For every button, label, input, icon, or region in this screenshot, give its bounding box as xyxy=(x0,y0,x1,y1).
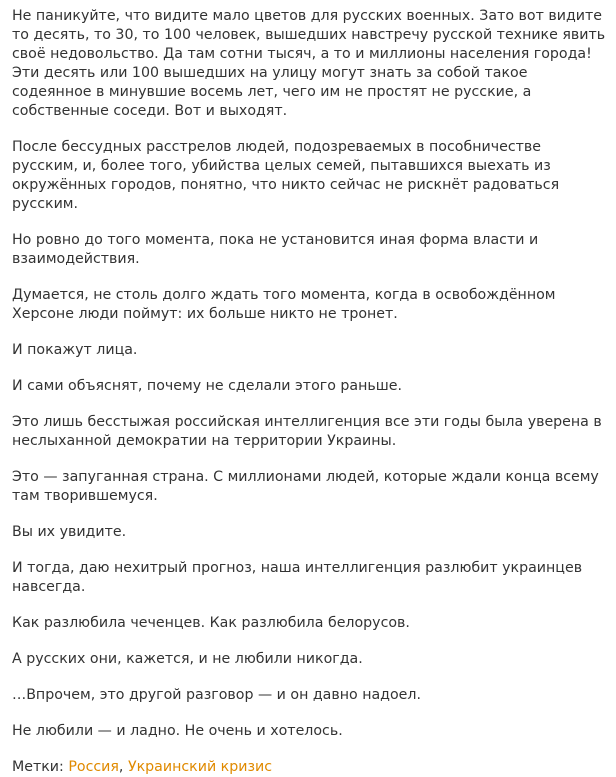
paragraph-8: Это — запуганная страна. С миллионами людей, которые ждали конца всему там творившемуся. xyxy=(12,469,599,504)
paragraph-9: Вы их увидите. xyxy=(12,524,127,540)
paragraph-1: Не паникуйте, что видите мало цветов для русских военных. Зато вот видите то десять, то 30, то 100 человек, вышедших навстречу русской технике явить своё недовольство. Да там сотни тысяч, а то и миллионы населения города! Эти десять или 100 вышедших на улицу могут знать за собой такое содеянное в минувшие восемь лет, чего им не простят не русские, а собственные соседи. Вот и выходят. xyxy=(12,8,606,119)
paragraph-3: Но ровно до того момента, пока не установится иная форма власти и взаимодействия. xyxy=(12,232,539,267)
paragraph-5: И покажут лица. xyxy=(12,342,138,358)
paragraph-10: И тогда, даю нехитрый прогноз, наша интеллигенция разлюбит украинцев навсегда. xyxy=(12,560,583,595)
paragraph-7: Это лишь бесстыжая российская интеллигенция все эти годы была уверена в неслыханной демократии на территории Украины. xyxy=(12,414,602,449)
paragraph-13: …Впрочем, это другой разговор — и он давно надоел. xyxy=(12,687,421,703)
paragraph-14: Не любили — и ладно. Не очень и хотелось. xyxy=(12,723,343,739)
article-body xyxy=(12,7,608,777)
paragraph-12: А русских они, кажется, и не любили никогда. xyxy=(12,651,363,667)
paragraph-2: После бессудных расстрелов людей, подозреваемых в пособничестве русским, и, более того, убийства целых семей, пытавшихся выехать из окружённых городов, понятно, что никто сейчас не рискнёт радоваться русским. xyxy=(12,139,560,212)
paragraph-6: И сами объяснят, почему не сделали этого раньше. xyxy=(12,378,402,394)
paragraph-4: Думается, не столь долго ждать того момента, когда в освобождённом Херсоне люди поймут: их больше никто не тронет. xyxy=(12,287,556,322)
tags-line: Метки: Россия, Украинский кризис xyxy=(12,759,273,775)
tag-link-russia[interactable]: Россия xyxy=(68,759,119,775)
tags-label: Метки: xyxy=(12,759,64,775)
tag-link-ukrainian-crisis[interactable]: Украинский кризис xyxy=(127,759,273,775)
paragraph-11: Как разлюбила чеченцев. Как разлюбила белорусов. xyxy=(12,615,410,631)
